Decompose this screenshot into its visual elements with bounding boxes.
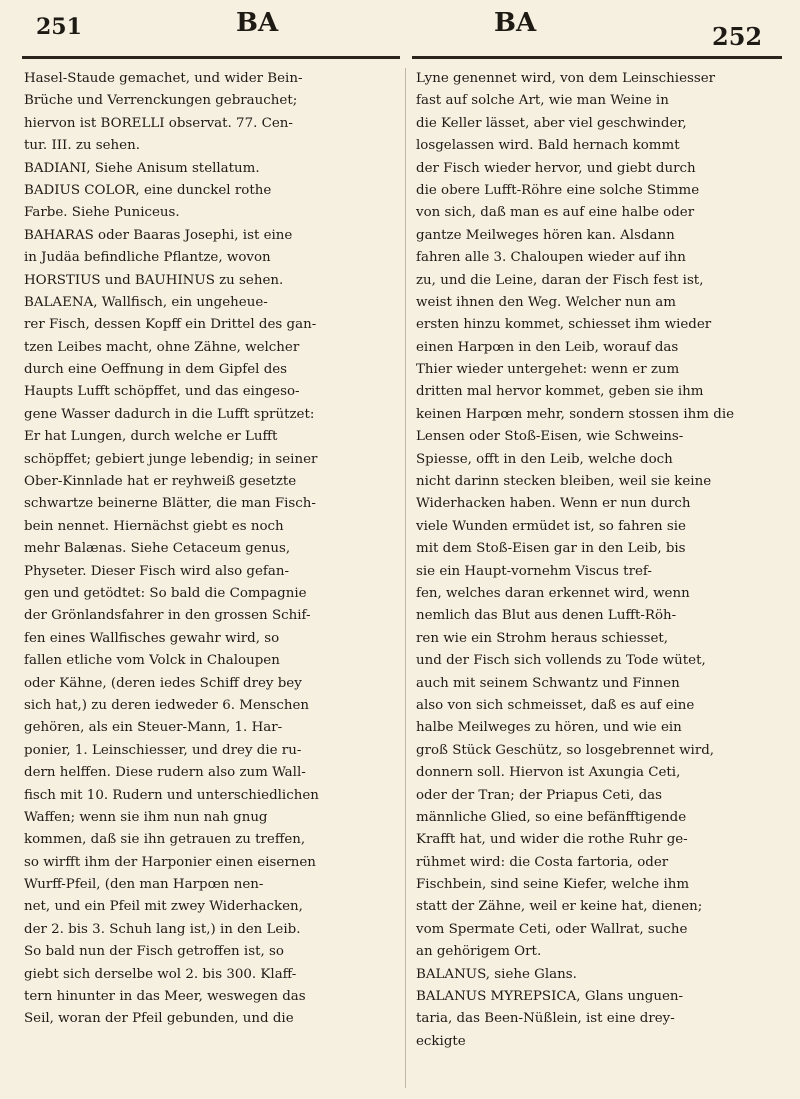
text-line: Lensen oder Stoß-Eisen, wie Schweins- [416,429,684,445]
text-line: weist ihnen den Weg. Welcher nun am [416,294,676,310]
text-line: Krafft hat, und wider die rothe Ruhr ge- [416,832,688,848]
text-line: ponier, 1. Leinschiesser, und drey die ru- [24,742,302,758]
text-line: fallen etliche vom Volck in Chaloupen [24,653,280,669]
header-rule-right [412,56,782,59]
text-line: schwartze beinerne Blätter, die man Fisch- [24,496,316,512]
text-line: Haupts Lufft schöpffet, und das eingeso- [24,384,300,400]
text-line: Brüche und Verrenckungen gebrauchet; [24,93,298,109]
text-line: fahren alle 3. Chaloupen wieder auf ihn [416,250,686,266]
text-line: durch eine Oeffnung in dem Gipfel des [24,362,288,378]
running-head-left: BA [236,8,279,38]
page-header [0,0,800,76]
text-line: giebt sich derselbe wol 2. bis 300. Klaff- [24,966,297,982]
text-line: tzen Leibes macht, ohne Zähne, welcher [24,339,300,355]
text-line: BALANUS, siehe Glans. [416,966,577,982]
text-line: dern helffen. Diese rudern also zum Wall- [24,765,306,781]
text-line: mehr Balænas. Siehe Cetaceum genus, [24,541,291,557]
text-line: Ober-Kinnlade hat er reyhweiß gesetzte [24,474,297,490]
text-line: keinen Harpœn mehr, sondern stossen ihm die [416,406,735,422]
text-line: die Keller lässet, aber viel geschwinder, [416,115,687,131]
text-line: fast auf solche Art, wie man Weine in [416,93,669,109]
text-line: Widerhacken haben. Wenn er nun durch [416,496,691,512]
text-line: statt der Zähne, weil er keine hat, dienen; [416,899,703,915]
running-head-right: BA [494,8,537,38]
text-line: HORSTIUS und BAUHINUS zu sehen. [24,272,284,288]
text-line: Farbe. Siehe Puniceus. [24,205,180,221]
text-line: Seil, woran der Pfeil gebunden, und die [24,1011,294,1027]
text-line: so wirfft ihm der Harponier einen eisernen [24,854,316,870]
text-line: Thier wieder untergehet: wenn er zum [416,362,680,378]
text-line: BADIANI, Siehe Anisum stellatum. [24,160,260,176]
text-line: losgelassen wird. Bald hernach kommt [416,138,680,154]
text-line: gehören, als ein Steuer-Mann, 1. Har- [24,720,283,736]
text-line: Er hat Lungen, durch welche er Lufft [24,429,278,445]
text-line: Wurff-Pfeil, (den man Harpœn nen- [24,877,264,893]
text-line: vom Spermate Ceti, oder Wallrat, suche [416,921,688,937]
text-line: nemlich das Blut aus denen Lufft-Röh- [416,608,677,624]
text-line: bein nennet. Hiernächst giebt es noch [24,518,284,534]
text-line: von sich, daß man es auf eine halbe oder [416,205,695,221]
text-line: donnern soll. Hiervon ist Axungia Ceti, [416,765,681,781]
text-line: sich hat,) zu deren iedweder 6. Menschen [24,697,310,713]
text-line: der 2. bis 3. Schuh lang ist,) in den Leib. [24,921,301,937]
text-line: BADIUS COLOR, eine dunckel rothe [24,182,272,198]
page-number-right: 252 [712,22,763,51]
text-line: kommen, daß sie ihn getrauen zu treffen, [24,832,306,848]
text-line: also von sich schmeisset, daß es auf eine [416,697,695,713]
text-line: fen, welches daran erkennet wird, wenn [416,585,690,601]
header-rule-left [22,56,400,59]
text-line: tern hinunter in das Meer, weswegen das [24,989,306,1005]
text-line: Physeter. Dieser Fisch wird also gefan- [24,563,289,579]
text-line: viele Wunden ermüdet ist, so fahren sie [416,518,686,534]
text-line: dritten mal hervor kommet, geben sie ihm [416,384,704,400]
text-line: männliche Glied, so eine befänfftigende [416,809,687,825]
text-line: zu, und die Leine, daran der Fisch fest ist, [416,272,704,288]
page-number-left: 251 [36,14,82,40]
text-line: einen Harpœn in den Leib, worauf das [416,339,679,355]
text-line: hiervon ist BORELLI observat. 77. Cen- [24,115,293,131]
text-line: der Fisch wieder hervor, und giebt durch [416,160,696,176]
text-line: Lyne genennet wird, von dem Leinschiesser [416,71,716,86]
text-line: fen eines Wallfisches gewahr wird, so [24,630,280,646]
text-line: der Grönlandsfahrer in den grossen Schif- [24,608,311,624]
text-line: taria, das Been-Nüßlein, ist eine drey- [416,1011,675,1027]
text-line: sie ein Haupt-vornehm Viscus tref- [416,563,652,579]
text-line: an gehörigem Ort. [416,944,542,960]
text-column-right [416,68,776,1053]
text-line: in Judäa befindliche Pflantze, wovon [24,250,271,266]
text-line: halbe Meilweges zu hören, und wie ein [416,720,682,736]
text-line: die obere Lufft-Röhre eine solche Stimme [416,182,700,198]
text-line: So bald nun der Fisch getroffen ist, so [24,944,284,960]
text-line: Spiesse, offt in den Leib, welche doch [416,451,673,467]
text-line: fisch mit 10. Rudern und unterschiedlichen [24,787,319,803]
text-line: rühmet wird: die Costa fartoria, oder [416,854,669,870]
text-line: ren wie ein Strohm heraus schiesset, [416,630,669,646]
text-line: gene Wasser dadurch in die Lufft sprützet: [24,406,315,422]
text-line: ersten hinzu kommet, schiesset ihm wieder [416,317,712,333]
text-line: oder der Tran; der Priapus Ceti, das [416,787,663,803]
text-line: auch mit seinem Schwantz und Finnen [416,675,680,691]
text-line: nicht darinn stecken bleiben, weil sie keine [416,474,712,490]
text-column-left [24,68,384,1031]
text-line: BALAENA, Wallfisch, ein ungeheue- [24,294,268,310]
text-line: Hasel-Staude gemachet, und wider Bein- [24,71,303,86]
text-line: Fischbein, sind seine Kiefer, welche ihm [416,877,690,893]
text-line: mit dem Stoß-Eisen gar in den Leib, bis [416,541,686,557]
text-line: oder Kähne, (deren iedes Schiff drey bey [24,675,302,691]
text-line: BALANUS MYREPSICA, Glans unguen- [416,989,684,1005]
text-line: schöpffet; gebiert junge lebendig; in seiner [24,451,318,467]
text-line: eckigte [416,1033,466,1049]
text-line: tur. III. zu sehen. [24,138,140,154]
text-line: groß Stück Geschütz, so losgebrennet wird, [416,742,715,758]
column-divider [405,68,406,1088]
text-line: Waffen; wenn sie ihm nun nah gnug [24,809,268,825]
text-line: net, und ein Pfeil mit zwey Widerhacken, [24,899,303,915]
text-line: und der Fisch sich vollends zu Tode wütet, [416,653,706,669]
text-line: gen und getödtet: So bald die Compagnie [24,585,307,601]
text-line: BAHARAS oder Baaras Josephi, ist eine [24,227,293,243]
text-line: gantze Meilweges hören kan. Alsdann [416,227,675,243]
text-line: rer Fisch, dessen Kopff ein Drittel des gan- [24,317,317,333]
